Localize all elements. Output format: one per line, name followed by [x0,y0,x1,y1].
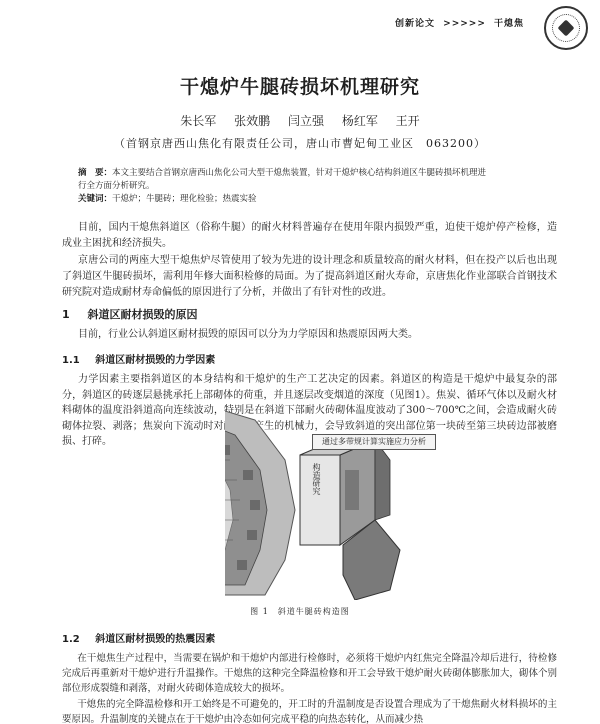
figure-inset-text: 构造研究 [312,463,321,495]
subsection-number: 1.2 [62,634,80,645]
author-name: 王开 [395,114,420,128]
abstract [78,167,548,206]
author-name: 闫立强 [287,114,324,128]
running-header [395,16,528,29]
abstract-text: 本文主要结合首钢京唐西山焦化公司大型干熄焦装置，针对干熄炉核心结构斜道区牛腿砖损坏机理进 [112,168,487,178]
page-title: 干熄炉牛腿砖损坏机理研究 [179,76,420,98]
header-topic: 干熄焦 [494,19,525,29]
kiln-section-drawing [225,405,295,595]
subsection-paragraph: 干熄焦的完全降温检修和开工始终是不可避免的，开工时的升温制度是否设置合理成为了干熄焦耐火材料损坏的主要原因。升温制度的关键点在于干熄炉由冷态如何完成平稳的向热态转化，从而减少热 [62,699,557,724]
figure-1-illustration [225,400,600,600]
section-title: 斜道区耐材损毁的原因 [87,308,198,321]
intro-paragraph-1: 目前，国内干熄焦斜道区（俗称牛腿）的耐火材料普遍存在使用年限内损毁严重，迫使干熄炉停产检修，造成业主困扰和经济损失。 [62,222,557,249]
section-heading [62,306,198,322]
subsection-heading [62,630,215,645]
subsection-heading [62,351,215,366]
header-section: 创新论文 [395,19,436,29]
figure-label-box: 通过多带规计算实施应力分析 [312,434,436,450]
abstract-text-cont: 行全方面分析研究。 [78,181,155,191]
header-arrows: >>>>> [443,19,486,29]
subsection-title: 斜道区耐材损毁的力学因素 [95,355,216,366]
section-paragraph: 目前，行业公认斜道区耐材损毁的原因可以分为力学原因和热震原因两大类。 [78,329,418,340]
journal-logo-icon [544,6,588,50]
author-name: 张效鹏 [234,114,271,128]
affiliation: （首钢京唐西山焦化有限责任公司，唐山市曹妃甸工业区 063200） [114,137,486,150]
author-list [0,112,600,129]
subsection-paragraph: 力学因素主要指斜道区的本身结构和干熄炉的生产工艺决定的因素。斜道区的构造是干熄炉中最复杂的部分，斜道区的砖逐层悬挑承托上部砌体的荷重，并且逐层改变烟道的深度（见图1）。焦炭、循环气体以及耐火材料砌体的温度沿斜道高向连续波动，特别是在斜道下部耐火砖砌体温度波动了300～700℃之间，会造成耐火砖砌体拉裂、剥落；焦炭向下流动时对耐火砖产生的机械力，会导致斜道的突出部位第一块砖至第三块砖边部被磨损、打碎。 [62,374,557,447]
subsection-paragraph: 在干熄焦生产过程中，当需要在锅炉和干熄炉内部进行检修时，必须将干熄炉内红焦完全降温冷却后进行，待检修完成后再重新对干熄炉进行升温操作。干熄焦的这种完全降温检修和开工会导致干熄炉耐火砖砌体膨胀加大，砌体个别部位形成裂缝和剥落，对耐火砖砌体造成较大的损坏。 [62,653,557,694]
intro-paragraph-2: 京唐公司的两座大型干熄焦炉尽管使用了较为先进的设计理念和质量较高的耐火材料，但在投产以后也出现了斜道区牛腿砖损坏，需利用年修大面积检修的局面。为了提高斜道区耐火寿命，京唐焦化作业部联合首钢技术研究院对造成耐材寿命偏低的原因进行了分析，并做出了有针对性的改进。 [62,255,557,298]
figure-caption: 图 1 斜道牛腿砖构造图 [250,607,350,616]
subsection-title: 斜道区耐材损毁的热震因素 [95,634,216,645]
subsection-number: 1.1 [62,355,80,366]
author-name: 朱长军 [180,114,217,128]
keywords: 干熄炉；牛腿砖；理化检验；热震实验 [112,194,257,204]
abstract-label: 摘 要： [78,168,113,178]
keywords-label: 关键词： [78,194,113,204]
author-name: 杨红军 [341,114,378,128]
section-number: 1 [62,308,70,321]
